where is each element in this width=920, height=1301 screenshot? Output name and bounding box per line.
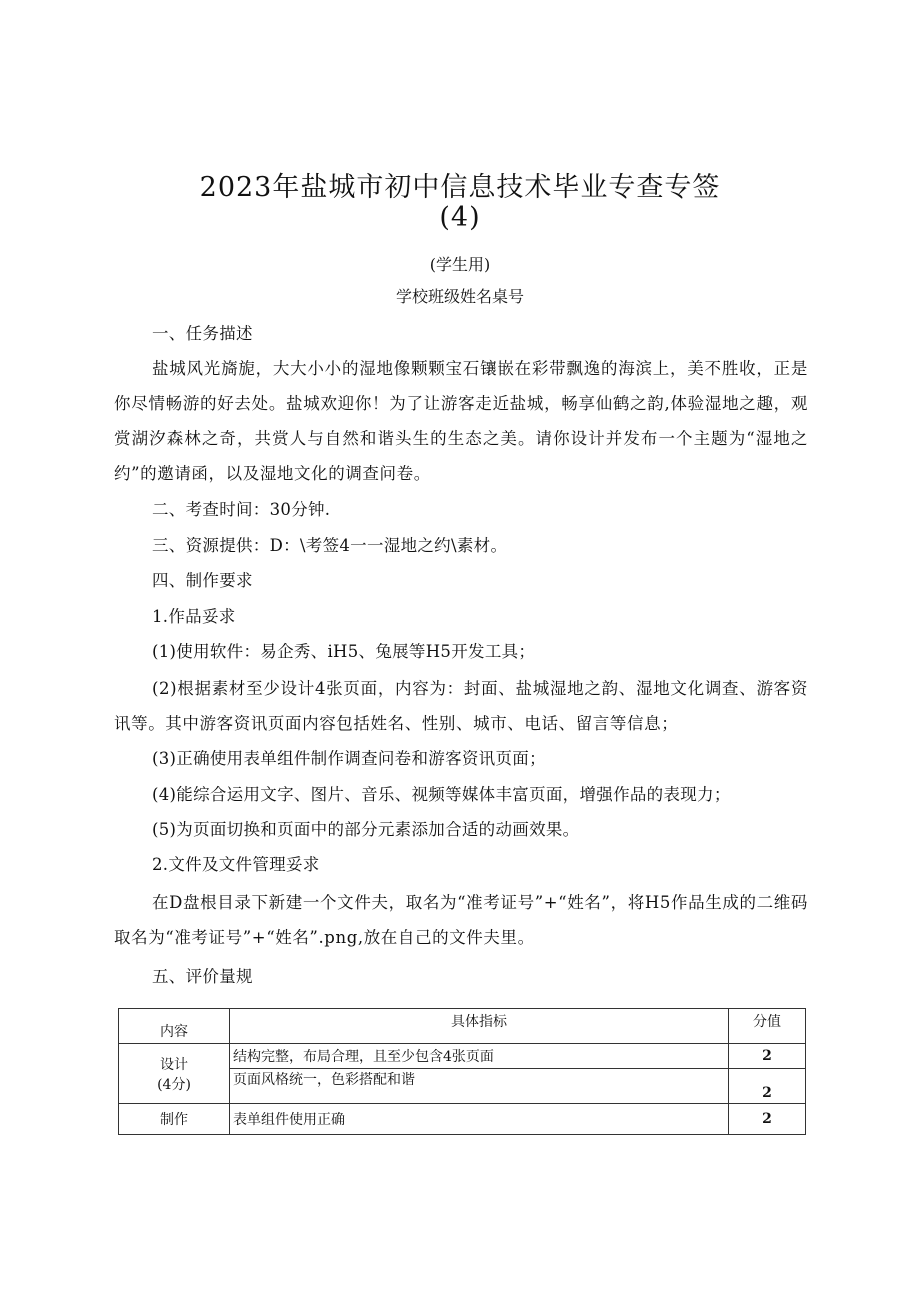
score-cell: 2 — [729, 1069, 806, 1104]
header-score: 分值 — [729, 1009, 806, 1044]
design-points: (4分) — [157, 1076, 191, 1093]
score-cell: 2 — [729, 1044, 806, 1069]
header-indicator: 具体指标 — [230, 1009, 729, 1044]
requirements-heading: 四、制作要求 — [152, 571, 253, 590]
table-row — [119, 1104, 806, 1135]
design-category — [119, 1044, 230, 1104]
req-2: (2)根据素材至少设计4张页面，内容为：封面、盐城湿地之韵、湿地文化调查、游客资讯等。其中游客资讯页面内容包括姓名、性别、城市、电话、留言等信息； — [114, 679, 808, 733]
req-1: (1)使用软件：易企秀、iH5、兔展等H5开发工具； — [152, 642, 536, 661]
rubric-header-row — [119, 1009, 806, 1044]
work-req-heading: 1.作品妥求 — [152, 607, 236, 626]
req-5: (5)为页面切换和页面中的部分元素添加合适的动画效果。 — [152, 820, 580, 839]
task-heading: 一、任务描述 — [152, 324, 253, 343]
task-body: 盐城风光旖旎，大大小小的湿地像颗颗宝石镶嵌在彩带飘逸的海滨上，美不胜收，正是你尽情畅游的好去处。盐城欢迎你！为了让游客走近盐城，畅享仙鹤之韵,体验湿地之趣，观赏湖汐森林之奇，共赏人与自然和谐头生的生态之美。请你设计并发布一个主题为“湿地之约”的邀请函，以及湿地文化的调查问卷。 — [114, 359, 808, 483]
table-row — [119, 1044, 806, 1069]
evaluation-heading: 五、评价量规 — [152, 967, 253, 986]
req-4: (4)能综合运用文字、图片、音乐、视频等媒体丰富页面，增强作品的表现力； — [152, 785, 731, 804]
student-info-line: 学校班级姓名桌号 — [395, 287, 524, 306]
document-title-number: (4) — [439, 202, 481, 233]
design-label: 设计 — [160, 1056, 188, 1073]
header-content: 内容 — [119, 1009, 230, 1044]
indicator-cell: 页面风格统一，色彩搭配和谐 — [230, 1069, 729, 1104]
req-3: (3)正确使用表单组件制作调查问卷和游客资讯页面； — [152, 749, 546, 768]
time-line: 二、考查时间：30分钟. — [152, 500, 331, 519]
make-category: 制作 — [119, 1104, 230, 1135]
document-title: 2023年盐城市初中信息技术毕业专查专签 — [199, 172, 721, 203]
resources-line: 三、资源提供：D：\考签4一一湿地之约\素材。 — [152, 536, 508, 555]
file-req-heading: 2.文件及文件管理妥求 — [152, 855, 320, 874]
score-cell: 2 — [729, 1104, 806, 1135]
file-req-body: 在D盘根目录下新建一个文件夫，取名为“准考证号”+“姓名”，将H5作品生成的二维码取名为“准考证号”+“姓名”.png,放在自己的文件夫里。 — [114, 893, 808, 947]
audience-label: (学生用) — [429, 255, 491, 274]
indicator-cell: 表单组件使用正确 — [230, 1104, 729, 1135]
indicator-cell: 结构完整，布局合理，且至少包含4张页面 — [230, 1044, 729, 1069]
rubric-table — [118, 1008, 806, 1135]
